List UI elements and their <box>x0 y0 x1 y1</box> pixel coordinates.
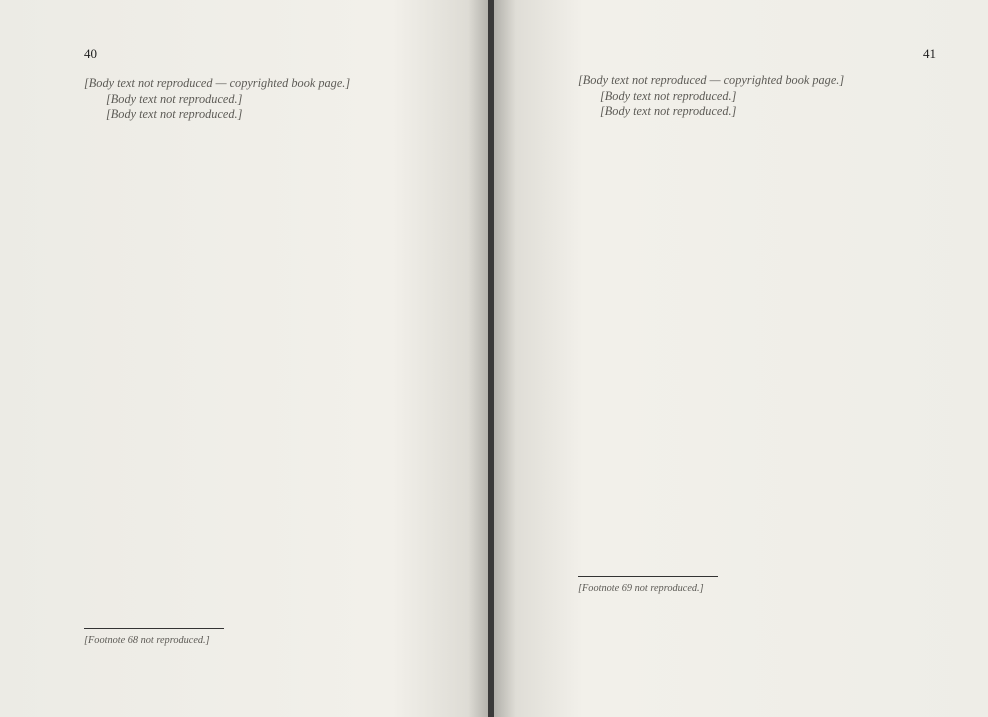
right-footnotes <box>578 568 934 595</box>
right-paragraph-2: [Body text not reproduced.] <box>600 88 737 103</box>
left-footnote: [Footnote 68 not reproduced.] <box>84 635 210 646</box>
right-page-number: 41 <box>923 46 936 61</box>
right-footnote: [Footnote 69 not reproduced.] <box>578 583 704 594</box>
right-paragraph-1: [Body text not reproduced — copyrighted book page.] <box>578 73 845 87</box>
footnote-rule <box>578 576 718 577</box>
left-page <box>0 0 490 717</box>
left-page-body <box>84 76 440 123</box>
left-page-number: 40 <box>84 46 97 61</box>
footnote-rule <box>84 628 224 629</box>
left-paragraph-2: [Body text not reproduced.] <box>106 91 243 106</box>
right-page <box>494 0 988 717</box>
right-page-gutter-shadow <box>494 0 516 717</box>
left-footnotes <box>84 620 440 647</box>
right-page-body <box>578 73 934 120</box>
left-paragraph-3: [Body text not reproduced.] <box>106 107 243 122</box>
left-paragraph-1: [Body text not reproduced — copyrighted book page.] <box>84 76 351 90</box>
right-paragraph-3: [Body text not reproduced.] <box>600 104 737 119</box>
left-page-gutter-shadow <box>468 0 490 717</box>
